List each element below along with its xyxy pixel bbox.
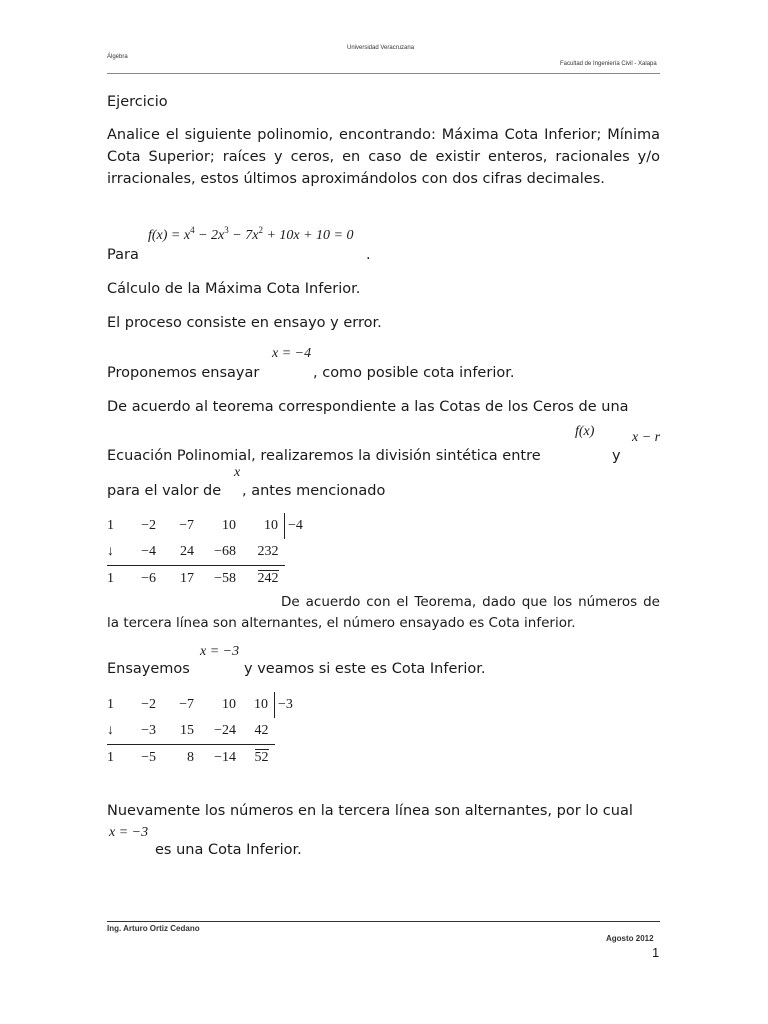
- page-number: 1: [652, 945, 660, 960]
- try-prefix: Ensayemos: [107, 661, 190, 677]
- cell: 24: [180, 544, 194, 559]
- cell: 10: [222, 518, 236, 533]
- value-math: x: [234, 465, 241, 480]
- theorem-line2: Ecuación Polinomial, realizaremos la división sintética entre: [107, 448, 541, 464]
- divisor: −4: [285, 513, 309, 539]
- synthetic-division-2: [107, 692, 299, 771]
- footer-author: Ing. Arturo Ortiz Cedano: [107, 924, 200, 933]
- cell: 10: [222, 697, 236, 712]
- synthetic-row-results: [107, 566, 309, 593]
- para-end: .: [366, 247, 371, 263]
- cell: 15: [180, 723, 194, 738]
- synthetic-row-products: [107, 718, 299, 745]
- remainder: 52: [242, 745, 275, 772]
- cell: 8: [162, 745, 200, 772]
- cell: −4: [141, 544, 156, 559]
- cell: −24: [214, 723, 236, 738]
- cell: 232: [257, 544, 279, 559]
- try-math: x = −3: [200, 644, 240, 659]
- value-suffix: , antes mencionado: [242, 483, 386, 499]
- down-arrow-icon: ↓: [107, 544, 114, 559]
- header-rule: [107, 73, 660, 74]
- result-1-text: De acuerdo con el Teorema, dado que los números de la tercera línea son alternantes, el número ensayado es Cota inferior.: [107, 594, 660, 631]
- process-text: El proceso consiste en ensayo y error.: [107, 315, 382, 331]
- theorem-xr: x − r: [632, 430, 661, 445]
- down-arrow-icon: ↓: [107, 723, 114, 738]
- exercise-heading: Ejercicio: [107, 94, 168, 110]
- try-suffix: y veamos si este es Cota Inferior.: [244, 661, 486, 677]
- cell: −68: [214, 544, 236, 559]
- cell: 1: [107, 566, 124, 593]
- synthetic-row-coefficients: [107, 513, 309, 539]
- header-faculty: Facultad de Ingeniería Civil - Xalapa: [560, 61, 657, 67]
- cell: −6: [124, 566, 162, 593]
- cell: −3: [141, 723, 156, 738]
- cell: 1: [107, 518, 114, 533]
- para-label: Para: [107, 247, 139, 263]
- cell: −58: [200, 566, 242, 593]
- cell: −5: [124, 745, 162, 772]
- again-suffix: es una Cota Inferior.: [155, 842, 302, 858]
- cell: 17: [162, 566, 200, 593]
- cell: 10: [264, 518, 278, 533]
- propose-math: x = −4: [272, 346, 312, 361]
- header-subject: Álgebra: [107, 54, 128, 60]
- intro-paragraph: Analice el siguiente polinomio, encontrando: Máxima Cota Inferior; Mínima Cota Superior; raíces y ceros, en caso de existir enteros, racionales y/o irracionales, estos últimos aproximándolos con dos cifras decimales.: [107, 127, 660, 187]
- synthetic-row-products: [107, 539, 309, 566]
- synthetic-row-results: [107, 745, 299, 772]
- theorem-line1: De acuerdo al teorema correspondiente a las Cotas de los Ceros de una: [107, 399, 629, 415]
- calc-title: Cálculo de la Máxima Cota Inferior.: [107, 281, 361, 297]
- propose-suffix: , como posible cota inferior.: [313, 365, 515, 381]
- polynomial-equation: $f(x) = x^4 - 2x^3 - 7x^2 + 10x + 10 = 0$: [148, 225, 354, 243]
- header-university: Universidad Veracruzana: [347, 45, 415, 51]
- cell: −2: [141, 518, 156, 533]
- divisor: −3: [275, 692, 299, 718]
- synthetic-division-1: [107, 513, 309, 592]
- footer-date: Agosto 2012: [606, 934, 654, 943]
- theorem-y: y: [612, 448, 621, 464]
- theorem-fx: f(x): [575, 424, 595, 439]
- cell: −2: [141, 697, 156, 712]
- cell: −7: [179, 518, 194, 533]
- remainder: 242: [242, 566, 285, 593]
- cell: 10: [254, 697, 268, 712]
- again-text: Nuevamente los números en la tercera línea son alternantes, por lo cual: [107, 803, 633, 819]
- value-prefix: para el valor de: [107, 483, 222, 499]
- cell: −14: [200, 745, 242, 772]
- again-math: x = −3: [109, 825, 149, 840]
- cell: 1: [107, 697, 114, 712]
- propose-prefix: Proponemos ensayar: [107, 365, 260, 381]
- synthetic-row-coefficients: [107, 692, 299, 718]
- cell: −7: [179, 697, 194, 712]
- footer-rule: [107, 921, 660, 922]
- cell: 42: [254, 723, 269, 738]
- cell: 1: [107, 745, 124, 772]
